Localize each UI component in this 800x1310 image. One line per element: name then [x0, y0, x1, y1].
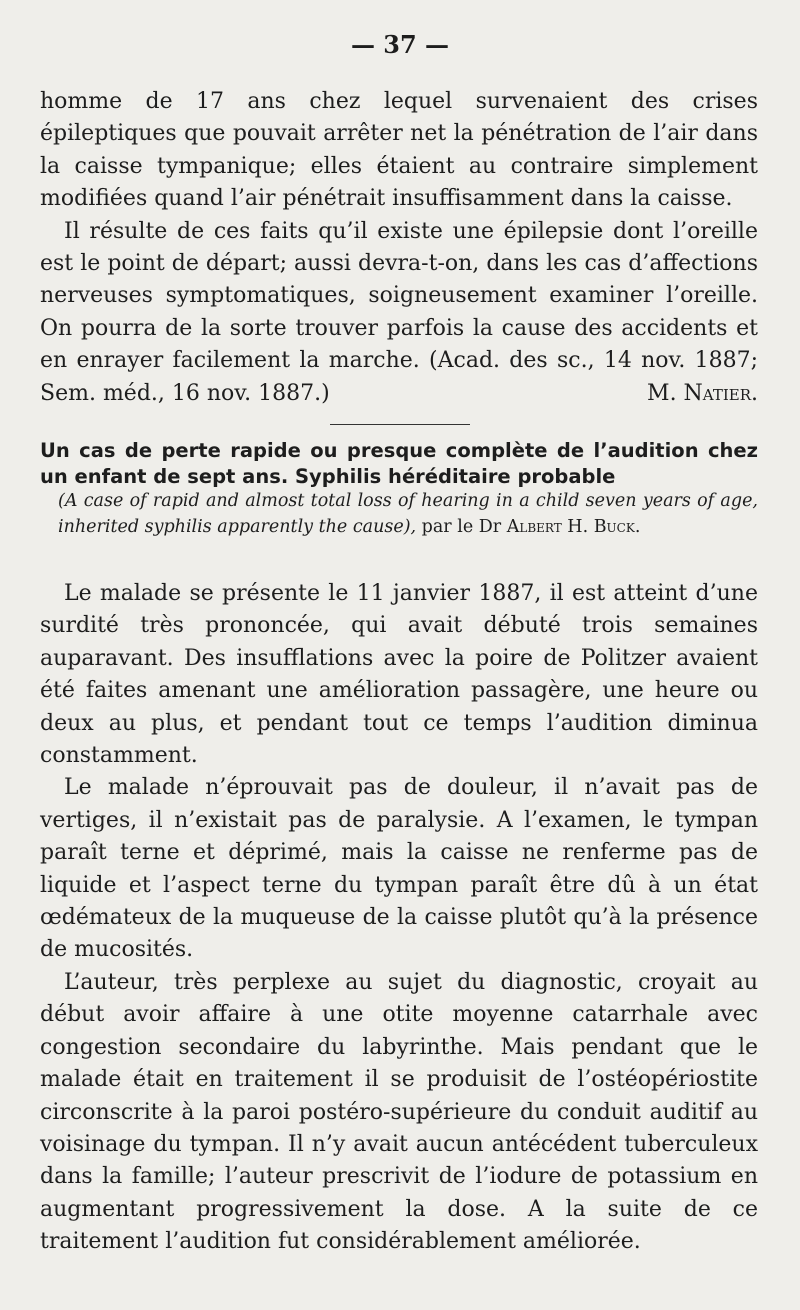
paragraph — [40, 216, 758, 410]
section-divider — [330, 424, 470, 425]
signature: M. Natier. — [647, 380, 758, 406]
english-title: (A case of rapid and almost total loss of hearing in a child seven years of age, inherited syphilis apparently the cause), — [58, 491, 758, 537]
byline-prefix: par le Dr — [421, 517, 502, 537]
paragraph-text: Il résulte de ces faits qu’il existe une épilepsie dont l’oreille est le point de départ; aussi devra-t-on, dans les cas d’affections nerveuses symptomatiques, soigneusement examiner l’oreille. On pourra de la sorte trouver parfois la cause des accidents et en enrayer facilement la marche. (Acad. des sc., 14 nov. 1887; Sem. méd., 16 nov. 1887.) — [40, 218, 758, 406]
paragraph: Le malade n’éprouvait pas de douleur, il n’avait pas de vertiges, il n’existait pas de paralysie. A l’examen, le tympan paraît terne et déprimé, mais la caisse ne renferme pas de liquide et l’aspect terne du tympan paraît être dû à un état œdémateux de la muqueuse de la caisse plutôt qu’à la présence de mucosités. — [40, 775, 758, 963]
author-name: Albert H. Buck. — [506, 517, 641, 537]
second-block — [40, 578, 758, 1259]
paragraph: homme de 17 ans chez lequel survenaient des crises épileptiques que pouvait arrêter net la pénétration de l’air dans la caisse tympanique; elles étaient au contraire simplement modifiées quand l’air pénétrait insuffisamment dans la caisse. — [40, 89, 758, 212]
article-subtitle — [58, 488, 758, 540]
first-block — [40, 86, 758, 410]
paragraph: L’auteur, très perplexe au sujet du diagnostic, croyait au début avoir affaire à une otite moyenne catarrhale avec congestion secondaire du labyrinthe. Mais pendant que le malade était en traitement il se produisit de l’ostéopériostite circonscrite à la paroi postéro-supérieure du conduit auditif au voisinage du tympan. Il n’y avait aucun antécédent tuberculeux dans la famille; l’auteur prescrivit de l’iodure de potassium en augmentant progressivement la dose. A la suite de ce traitement l’audition fut considérablement améliorée. — [40, 969, 758, 1255]
page-number: — 37 — — [350, 30, 450, 59]
article-title: Un cas de perte rapide ou presque complète de l’audition chez un enfant de sept ans. Syphilis héréditaire probable — [40, 439, 758, 488]
paragraph: Le malade se présente le 11 janvier 1887, il est atteint d’une surdité très prononcée, qui avait débuté trois semaines auparavant. Des insufflations avec la poire de Politzer avaient été faites amenant une amélioration passagère, une heure ou deux au plus, et pendant tout ce temps l’audition diminua constamment. — [40, 581, 758, 769]
